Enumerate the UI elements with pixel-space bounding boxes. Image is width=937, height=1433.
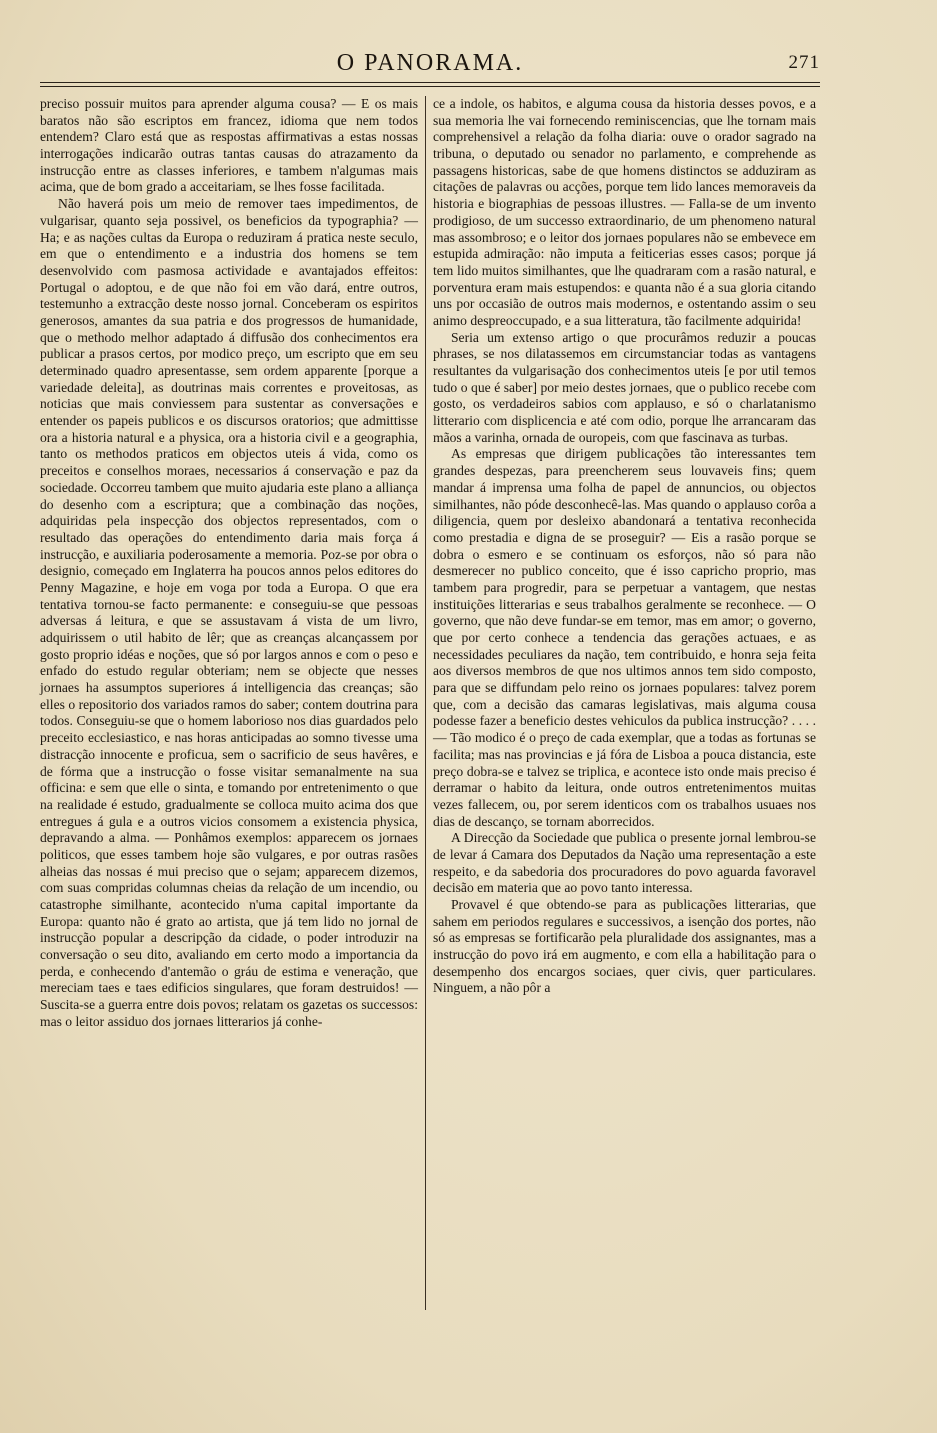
right-column	[433, 96, 816, 997]
paragraph: A Direcção da Sociedade que publica o presente jornal lembrou-se de levar á Camara dos Deputados da Nação uma representação a este respeito, e da sabedoria dos procuradores do povo aguarda favoravel decisão em materia que ao povo tanto interessa.	[433, 830, 816, 896]
masthead-title: O PANORAMA.	[336, 50, 524, 76]
column-divider	[425, 96, 426, 1310]
page-number: 271	[788, 52, 820, 73]
paragraph: Não haverá pois um meio de remover taes impedimentos, de vulgarisar, quanto seja possivel, os beneficios da typographia? — Ha; e as nações cultas da Europa o reduziram á pratica neste seculo, em que o entendimento e a industria dos homens se tem desenvolvido com pasmosa actividade e avantajados effeitos: Portugal o adoptou, e de que não foi em vão dará, entre outros, testemunho a extracção deste nosso jornal. Conceberam os espiritos generosos, amantes da sua patria e dos progressos de humanidade, que o methodo melhor adaptado á diffusão dos conhecimentos era publicar a prasos certos, por modico preço, um escripto que em seu determinado quadro apresentasse, sem ordem apparente [porque a variedade deleita], as doutrinas mais correntes e proveitosas, as noticias que mais conviessem para sustentar as conversações e entender os papeis publicos e os discursos oratorios; que admittisse ora a historia natural e a physica, ora a historia civil e a geographia, tanto os methodos praticos em objectos uteis á vida, como os preceitos e conselhos moraes, necessarios á conservação e paz da sociedade. Occorreu tambem que muito ajudaria este plano a alliança do desenho com a escriptura; que a combinação das noções, adquiridas pela inspecção dos objectos representados, com o resultado das operações do entendimento daria mais força á instrucção, e auxiliaria poderosamente a memoria. Poz-se por obra o designio, começado em Inglaterra ha poucos annos pelos editores do Penny Magazine, e hoje em voga por toda a Europa. O que era tentativa tornou-se facto permanente: e conseguiu-se que pessoas adversas á leitura, e que se assustavam á vista de um livro, adquirissem o util habito de lêr; que as creanças alcançassem por gosto proprio idéas e noções, que só por largos annos e com o peso e enfado do estudo regular obteriam; nem se objecte que nesses jornaes ha assumptos superiores á intelligencia das creanças; são elles o repositorio dos variados ramos do saber; contem doutrina para todos. Conseguiu-se que o homem laborioso nos dias guardados pelo preceito ecclesiastico, e nas horas anticipadas ao somno tivesse uma distracção innocente e proficua, sem o sacrificio de seus havêres, e de fórma que a instrucção o fosse visitar semanalmente na sua officina: e sem que elle o sinta, e tomando por entretenimento o que na realidade é estudo, gradualmente se colloca muito acima dos que entregues á gula e a outros vicios consomem a existencia physica, depravando a alma. — Ponhâmos exemplos: apparecem os jornaes politicos, que esses tambem hoje são vulgares, e por outras rasões alheias das nossas é mui preciso que o sejam; apparecem dizemos, com suas compridas columnas cheias da relação de um incendio, ou catastrophe similhante, acontecido n'uma capital importante da Europa: quanto não é grato ao artista, que já tem lido no jornal de instrucção popular a descripção da cidade, o poder introduzir na conversação o seu dito, avaliando em certo modo a importancia da perda, e conhecendo d'antemão o gráu de estima e veneração, que mereciam taes e taes edificios singulares, que foram destruidos! — Suscita-se a guerra entre dois povos; relatam os gazetas os successos: mas o leitor assiduo dos jornaes litterarios já conhe-	[40, 196, 418, 1029]
page-header	[40, 46, 820, 80]
paragraph: preciso possuir muitos para aprender alguma cousa? — E os mais baratos não são escriptos em francez, idioma que nem todos entendem? Claro está que as respostas affirmativas a estas nossas interrogações indicarão outras tantas causas do atrazamento da instrucção entre as classes inferiores, e tambem n'algumas mais acima, que de bom grado a acceitariam, se lhes fosse facilitada.	[40, 96, 418, 195]
paragraph: ce a indole, os habitos, e alguma cousa da historia desses povos, e a sua memoria lhe vai fornecendo reminiscencias, que lhe tornam mais comprehensivel a relação da folha diaria: ouve o orador sagrado na tribuna, o deputado ou senador no parlamento, e comprehende as passagens historicas, sabe de que homens distinctos se adduziram as citações de palavras ou acções, porque tem lido lances memoraveis da historia e biographias de pessoas illustres. — Falla-se de um invento prodigioso, de um successo extraordinario, de um phenomeno natural mas assombroso; e o leitor dos jornaes populares não se embevece em estupida admiração: não imputa a feiticerias esses casos; porque já tem lido muitos similhantes, que lhe quadraram com a rasão natural, e porventura eram mais estupendos: e quanta não é a sua gloria citando uns por occasião de outros mais modernos, e ostentando assim o seu animo despreoccupado, e a sua litteratura, tão facilmente adquirida!	[433, 96, 816, 328]
paragraph: As empresas que dirigem publicações tão interessantes tem grandes despezas, para preencherem seus louvaveis fins; quem mandar á imprensa uma folha de papel de annuncios, ou objectos similhantes, não póde desconhecê-las. Mas quando o applauso corôa a diligencia, quem por desleixo abandonará a tentativa reconhecida como prestadia e digna de se proseguir? — Eis a rasão porque se dobra o esmero e se continuam os esforços, não só para não desmerecer no publico conceito, que é isso capricho proprio, mas tambem para progredir, para se perpetuar a vantagem, que nestas instituições litterarias e seus trabalhos geralmente se reconhece. — O governo, que não deve fundar-se em temor, mas em amor; o governo, que por certo conhece a tendencia das gerações actuaes, e as necessidades peculiares da nação, tem contribuido, e honra seja feita aos diversos membros de que nos ultimos annos tem sido composto, para que se diffundam pelo reino os jornaes populares: talvez porem que, com a decisão das camaras legislativas, mais alguma cousa podesse fazer a beneficio destes vehiculos da publica instrucção? . . . . — Tão modico é o preço de cada exemplar, que a todas as fortunas se facilita; mas nas provincias e já fóra de Lisboa a pouca distancia, este preço dobra-se e talvez se triplica, e acontece isto onde mais preciso é derramar o habito da leitura, onde outros entretenimentos muitas vezes fallecem, ou, por serem identicos com os trabalhos usuaes nos dias de descanço, se tornam aborrecidos.	[433, 446, 816, 829]
header-rule	[40, 82, 820, 83]
paragraph: Provavel é que obtendo-se para as publicações litterarias, que sahem em periodos regulares e successivos, a isenção dos portes, não só as empresas se fortificarão pela pluralidade dos assignantes, mas a instrucção do povo irá em augmento, e com ella a habilitação para o desempenho dos encargos sociaes, quer civis, quer particulares. Ninguem, a não pôr a	[433, 897, 816, 996]
header-rule-secondary	[40, 86, 820, 87]
paragraph: Seria um extenso artigo o que procurâmos reduzir a poucas phrases, se nos dilatassemos em circumstanciar todas as vantagens resultantes da vulgarisação dos conhecimentos uteis [e por util temos tudo o que é saber] por meio destes jornaes, que o publico recebe com gosto, os verdadeiros sabios com applauso, e só o charlatanismo litterario com displicencia e até com odio, porque lhe arrancaram das mãos a varinha, ornada de ouropeis, com que fascinava as turbas.	[433, 329, 816, 445]
left-column	[40, 96, 418, 1031]
